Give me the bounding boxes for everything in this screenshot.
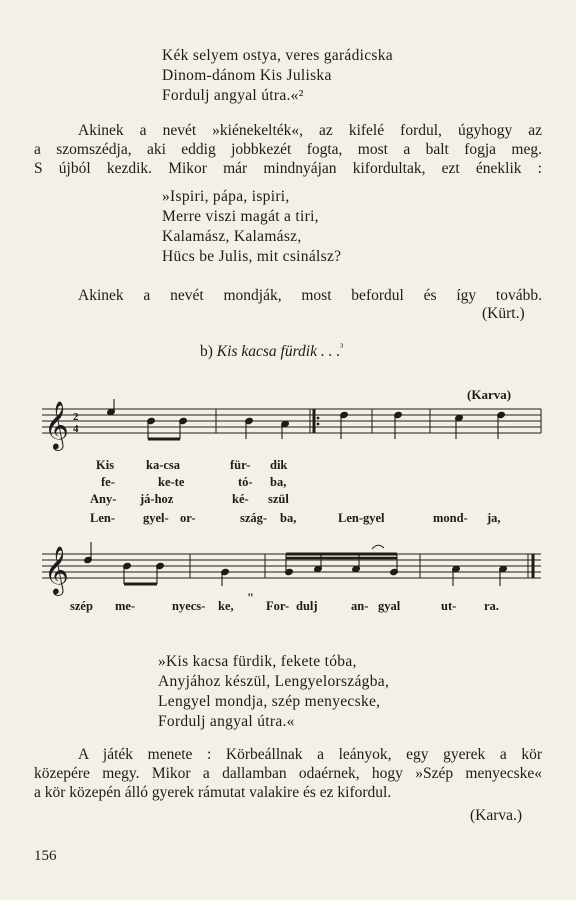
paragraph-1-line-3: S újból kezdik. Mikor már mindnyájan kifordultak, ezt éneklik : xyxy=(34,160,542,177)
paragraph-1 xyxy=(34,121,542,178)
treble-clef-icon: 𝄞 xyxy=(44,545,69,594)
paragraph-3-line-3: a kör közepén álló gyerek rámutat valakire és ez kifordul. xyxy=(34,784,392,801)
lyric: já-hoz xyxy=(140,492,174,506)
lyric: ke, xyxy=(218,599,234,613)
lyric: ut- xyxy=(441,599,457,613)
verse-2-line-3: Kalamász, Kalamász, xyxy=(162,228,302,245)
lyric: ka-csa xyxy=(146,458,181,472)
source-kurt: (Kürt.) xyxy=(482,305,525,322)
lyric: fe- xyxy=(101,475,115,489)
lyric: dulj xyxy=(296,599,318,613)
verse-1-line-2: Dinom-dánom Kis Juliska xyxy=(162,67,332,84)
paragraph-3-line-1: A játék menete : Körbeállnak a leányok, egy gyerek a kör xyxy=(78,746,542,763)
lyric: ke-te xyxy=(158,475,185,489)
verse-3-line-4: Fordulj angyal útra.« xyxy=(158,713,295,730)
svg-text:2: 2 xyxy=(73,411,79,423)
lyric: ba, xyxy=(270,475,287,489)
lyric: or- xyxy=(180,511,196,525)
lyric: nyecs- xyxy=(172,599,206,613)
lyric: szág- xyxy=(240,511,268,525)
verse-1 xyxy=(162,46,393,106)
lyric: szül xyxy=(268,492,289,506)
verse-1-line-1: Kék selyem ostya, veres garádicska xyxy=(162,47,393,64)
lyric: Len-gyel xyxy=(338,511,385,525)
lyric: ra. xyxy=(484,599,499,613)
verse-3-line-1: »Kis kacsa fürdik, fekete tóba, xyxy=(158,653,357,670)
song-title: Kis kacsa fürdik . . . xyxy=(216,343,341,361)
music-staff-1 xyxy=(0,395,576,455)
paragraph-3 xyxy=(34,745,542,802)
paragraph-2-line-1: Akinek a nevét mondják, most befordul és így tovább. xyxy=(78,287,542,304)
verse-3-line-3: Lengyel mondja, szép menyecske, xyxy=(158,693,381,710)
music-source-label: (Karva) xyxy=(467,387,512,402)
page-number: 156 xyxy=(34,848,57,864)
lyric: an- xyxy=(351,599,369,613)
source-karva: (Karva.) xyxy=(470,807,523,824)
verse-2-line-2: Merre viszi magát a tiri, xyxy=(162,208,319,225)
lyric: Kis xyxy=(96,458,115,472)
lyric: gyal xyxy=(378,599,401,613)
treble-clef-icon: 𝄞 xyxy=(44,400,69,449)
song-subheading xyxy=(200,342,343,361)
lyric: For- xyxy=(266,599,290,613)
verse-2 xyxy=(162,187,341,267)
lyric: tó- xyxy=(238,475,253,489)
verse-3 xyxy=(158,652,389,732)
svg-text:4: 4 xyxy=(73,423,79,435)
verse-1-line-3: Fordulj angyal útra.«² xyxy=(162,87,304,104)
subheading-prefix: b) xyxy=(200,343,213,361)
footnote-mark: ³ xyxy=(340,342,344,353)
lyric: ja, xyxy=(487,511,501,525)
music-staff-2 xyxy=(0,532,576,598)
lyric: Any- xyxy=(90,492,117,506)
paragraph-1-line-1: Akinek a nevét »kiénekelték«, az kifelé fordul, úgyhogy az xyxy=(78,122,542,139)
lyric: dik xyxy=(270,458,288,472)
lyric: für- xyxy=(230,458,251,472)
lyric: mond- xyxy=(433,511,468,525)
verse-2-line-1: »Ispiri, pápa, ispiri, xyxy=(162,188,290,205)
lyric: me- xyxy=(115,599,136,613)
lyric: ba, xyxy=(280,511,297,525)
breath-mark: " xyxy=(247,591,254,605)
paragraph-3-line-2: közepére megy. Mikor a dallamban odaérnek, hogy »Szép menyecske« xyxy=(34,765,542,782)
lyric: szép xyxy=(70,599,93,613)
verse-2-line-4: Hücs be Julis, mit csinálsz? xyxy=(162,248,342,265)
lyric: ké- xyxy=(232,492,249,506)
paragraph-2 xyxy=(34,286,542,305)
paragraph-1-line-2: a szomszédja, aki eddig jobbkezét fogta, most a balt fogja meg. xyxy=(34,141,542,158)
lyric: Len- xyxy=(90,511,115,525)
verse-3-line-2: Anyjához készül, Lengyelországba, xyxy=(158,673,390,690)
lyric: gyel- xyxy=(143,511,169,525)
